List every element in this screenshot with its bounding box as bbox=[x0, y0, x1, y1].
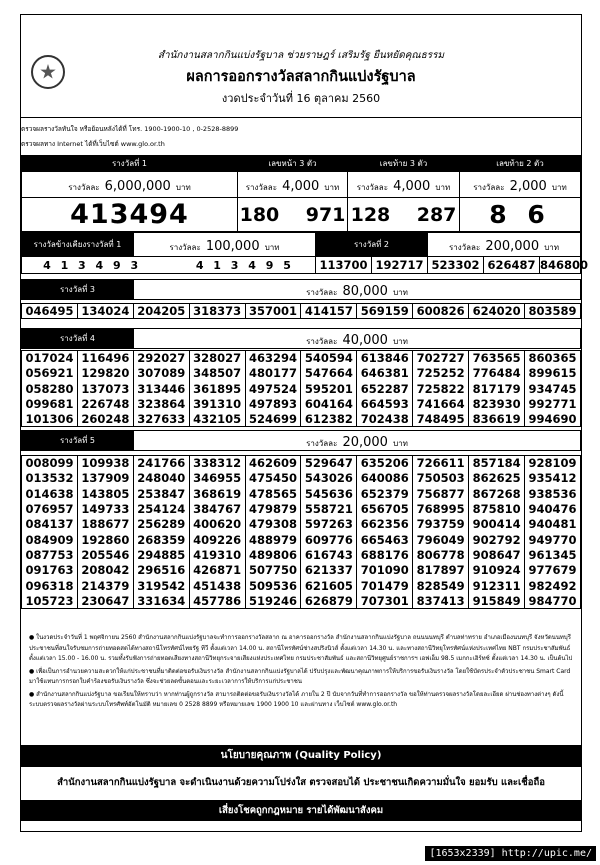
fourth-prize-number: 934745 bbox=[525, 381, 581, 396]
second-prize-number: 626487 bbox=[484, 257, 540, 274]
fourth-prize-number: 432105 bbox=[189, 412, 245, 427]
fourth-prize-number: 836619 bbox=[469, 412, 525, 427]
fourth-prize-table bbox=[21, 328, 581, 349]
fourth-prize-amount: รางวัลละ 40,000 บาท bbox=[134, 329, 581, 349]
second-prize-number: 523302 bbox=[428, 257, 484, 274]
fifth-prize-number: 543026 bbox=[301, 471, 357, 486]
fifth-prize-number: 940481 bbox=[525, 517, 581, 532]
lottery-result-sheet bbox=[20, 14, 589, 832]
number-row bbox=[22, 578, 581, 593]
fourth-prize-number: 748495 bbox=[413, 412, 469, 427]
fifth-prize-number: 928109 bbox=[525, 456, 581, 471]
fifth-prize-number: 208042 bbox=[77, 563, 133, 578]
note-item: ● เพื่อเป็นการอำนวยความสะดวกให้แก่ประชาชนที่มาติดต่อขอรับเงินรางวัล สำนักงานสลากกินแบ่งรัฐบาลได้ ปรับปรุงและพัฒนาคุณภาพการให้บริการขอรับเงินรางวัล โดยใช้บัตรประจำตัวประชาชน Smart Card มาใช้แทนการกรอกใบคำร้องขอรับเงินรางวัล ซึ่งจะช่วยลดขั้นตอนและระยะเวลาการให้บริการแก่ประชาชน bbox=[29, 667, 571, 685]
fifth-prize-number: 368619 bbox=[189, 486, 245, 501]
fourth-prize-number: 992771 bbox=[525, 396, 581, 411]
fifth-prize-number: 294885 bbox=[133, 547, 189, 562]
second-prize-number: 192717 bbox=[372, 257, 428, 274]
third-prize-label: รางวัลที่ 3 bbox=[22, 280, 134, 300]
first-prize-label: รางวัลที่ 1 bbox=[22, 156, 238, 172]
fifth-prize-number: 475450 bbox=[245, 471, 301, 486]
contact-info: ตรวจผลรางวัลทันใจ หรือย้อนหลังได้ที่ โทร. 1900-1900-10 , 0-2528-8899 bbox=[21, 125, 239, 133]
fifth-prize-number: 105723 bbox=[22, 593, 78, 608]
fifth-prize-number: 384767 bbox=[189, 501, 245, 516]
fifth-prize-number: 912311 bbox=[469, 578, 525, 593]
fourth-prize-number: 823930 bbox=[469, 396, 525, 411]
fifth-prize-number: 756877 bbox=[413, 486, 469, 501]
front3-amount: รางวัลละ 4,000 บาท bbox=[238, 172, 348, 198]
fifth-prize-number: 688176 bbox=[357, 547, 413, 562]
fifth-prize-number: 806778 bbox=[413, 547, 469, 562]
fifth-prize-number: 507750 bbox=[245, 563, 301, 578]
quality-title: นโยบายคุณภาพ (Quality Policy) bbox=[21, 745, 581, 767]
fourth-prize-number: 702727 bbox=[413, 351, 469, 366]
fifth-prize-number: 656705 bbox=[357, 501, 413, 516]
fifth-prize-number: 837413 bbox=[413, 593, 469, 608]
third-prize-table bbox=[21, 279, 581, 300]
fourth-prize-number: 017024 bbox=[22, 351, 78, 366]
fifth-prize-number: 509536 bbox=[245, 578, 301, 593]
fifth-prize-number: 248040 bbox=[133, 471, 189, 486]
fifth-prize-number: 910924 bbox=[469, 563, 525, 578]
fifth-prize-number: 940476 bbox=[525, 501, 581, 516]
fifth-prize-number: 982492 bbox=[525, 578, 581, 593]
fifth-prize-number: 488979 bbox=[245, 532, 301, 547]
fifth-prize-number: 977679 bbox=[525, 563, 581, 578]
fifth-prize-numbers bbox=[21, 455, 581, 609]
fifth-prize-number: 137909 bbox=[77, 471, 133, 486]
fifth-prize-number: 701090 bbox=[357, 563, 413, 578]
fifth-prize-number: 253847 bbox=[133, 486, 189, 501]
fifth-prize-number: 143805 bbox=[77, 486, 133, 501]
fourth-prize-number: 058280 bbox=[22, 381, 78, 396]
number-row bbox=[22, 471, 581, 486]
quality-footer: เสี่ยงโชคถูกกฎหมาย รายได้พัฒนาสังคม bbox=[21, 800, 581, 821]
number-row bbox=[22, 396, 581, 411]
fifth-prize-number: 478565 bbox=[245, 486, 301, 501]
fifth-prize-number: 621605 bbox=[301, 578, 357, 593]
fifth-prize-number: 558721 bbox=[301, 501, 357, 516]
third-prize-number: 803589 bbox=[525, 304, 581, 319]
number-row bbox=[22, 456, 581, 471]
fifth-prize-number: 409226 bbox=[189, 532, 245, 547]
fifth-prize-number: 626879 bbox=[301, 593, 357, 608]
fifth-prize-table bbox=[21, 430, 581, 451]
fifth-prize-number: 076957 bbox=[22, 501, 78, 516]
fifth-prize-number: 908647 bbox=[469, 547, 525, 562]
third-prize-number: 134024 bbox=[77, 304, 133, 319]
fifth-prize-number: 008099 bbox=[22, 456, 78, 471]
fifth-prize-number: 256289 bbox=[133, 517, 189, 532]
third-prize-amount: รางวัลละ 80,000 บาท bbox=[134, 280, 581, 300]
fifth-prize-number: 519246 bbox=[245, 593, 301, 608]
fourth-prize-number: 292027 bbox=[133, 351, 189, 366]
draw-date: งวดประจำวันที่ 16 ตุลาคม 2560 bbox=[221, 92, 381, 105]
fifth-prize-number: 014638 bbox=[22, 486, 78, 501]
fourth-prize-number: 116496 bbox=[77, 351, 133, 366]
number-row bbox=[22, 366, 581, 381]
fourth-prize-number: 725252 bbox=[413, 366, 469, 381]
fifth-prize-number: 296516 bbox=[133, 563, 189, 578]
fifth-prize-number: 479879 bbox=[245, 501, 301, 516]
back3-label: เลขท้าย 3 ตัว bbox=[348, 156, 460, 172]
fourth-prize-number: 776484 bbox=[469, 366, 525, 381]
fifth-prize-number: 013532 bbox=[22, 471, 78, 486]
fourth-prize-number: 652287 bbox=[357, 381, 413, 396]
near-and-second-table bbox=[21, 232, 589, 274]
fourth-prize-number: 056921 bbox=[22, 366, 78, 381]
fifth-prize-number: 241766 bbox=[133, 456, 189, 471]
fifth-prize-number: 750503 bbox=[413, 471, 469, 486]
fifth-prize-number: 707301 bbox=[357, 593, 413, 608]
fourth-prize-number: 860365 bbox=[525, 351, 581, 366]
fifth-prize-number: 489806 bbox=[245, 547, 301, 562]
number-row bbox=[22, 412, 581, 427]
fifth-prize-number: 949770 bbox=[525, 532, 581, 547]
quality-body: สำนักงานสลากกินแบ่งรัฐบาล จะดำเนินงานด้วยความโปร่งใส ตรวจสอบได้ ประชาชนเกิดความมั่นใจ ยอมรับ และเชื่อถือ bbox=[57, 777, 545, 788]
number-row bbox=[22, 547, 581, 562]
fifth-prize-number: 701479 bbox=[357, 578, 413, 593]
number-row bbox=[22, 304, 581, 319]
fifth-prize-label: รางวัลที่ 5 bbox=[22, 431, 134, 451]
fifth-prize-number: 961345 bbox=[525, 547, 581, 562]
fourth-prize-number: 604164 bbox=[301, 396, 357, 411]
fourth-prize-number: 524699 bbox=[245, 412, 301, 427]
fourth-prize-number: 725822 bbox=[413, 381, 469, 396]
fifth-prize-number: 665463 bbox=[357, 532, 413, 547]
fifth-prize-number: 400620 bbox=[189, 517, 245, 532]
fourth-prize-number: 129820 bbox=[77, 366, 133, 381]
quality-policy bbox=[21, 745, 581, 816]
number-row bbox=[22, 351, 581, 366]
fourth-prize-number: 307089 bbox=[133, 366, 189, 381]
third-prize-number: 624020 bbox=[469, 304, 525, 319]
fifth-prize-number: 545636 bbox=[301, 486, 357, 501]
second-prize-number: 846800 bbox=[540, 258, 589, 272]
fourth-prize-number: 313446 bbox=[133, 381, 189, 396]
fifth-prize-number: 902792 bbox=[469, 532, 525, 547]
near-first-numbers: 4 1 3 4 9 3 4 1 3 4 9 5 bbox=[22, 257, 316, 274]
note-item: ● สำนักงานสลากกินแบ่งรัฐบาล ขอเรียนให้ทราบว่า หากท่านผู้ถูกรางวัล สามารถติดต่อขอรับเงินรางวัลได้ ภายใน 2 ปี นับจากวันที่ทำการออกรางวัล ขอให้ท่านตรวจผลรางวัลโดยละเอียด ผ่านช่องทางต่างๆ ดังนี้ ระบบตรวจผลรางวัลผ่านระบบโทรศัพท์อัตโนมัติ หมายเลข 0 2528 8899 หรือหมายเลข 1900 1900 10 และผ่านทาง เว็บไซต์ www.glo.or.th bbox=[29, 690, 564, 708]
fifth-prize-number: 867268 bbox=[469, 486, 525, 501]
fourth-prize-number: 899615 bbox=[525, 366, 581, 381]
number-row bbox=[22, 486, 581, 501]
fifth-prize-number: 529647 bbox=[301, 456, 357, 471]
page-title: ผลการออกรางวัลสลากกินแบ่งรัฐบาล bbox=[186, 69, 416, 85]
fourth-prize-number: 328027 bbox=[189, 351, 245, 366]
fifth-prize-number: 230647 bbox=[77, 593, 133, 608]
fourth-prize-number: 817179 bbox=[469, 381, 525, 396]
fifth-prize-number: 192860 bbox=[77, 532, 133, 547]
fourth-prize-number: 101306 bbox=[22, 412, 78, 427]
fourth-prize-number: 612382 bbox=[301, 412, 357, 427]
fifth-prize-number: 857184 bbox=[469, 456, 525, 471]
fifth-prize-number: 875810 bbox=[469, 501, 525, 516]
second-prize-label: รางวัลที่ 2 bbox=[316, 233, 428, 257]
fifth-prize-number: 457786 bbox=[189, 593, 245, 608]
fifth-prize-number: 462609 bbox=[245, 456, 301, 471]
fourth-prize-number: 099681 bbox=[22, 396, 78, 411]
third-prize-numbers bbox=[21, 303, 581, 319]
note-item: ● ในงวดประจำวันที่ 1 พฤศจิกายน 2560 สำนักงานสลากกินแบ่งรัฐบาลจะทำการออกรางวัลสลาก ณ อาคารออกรางวัล สำนักงานสลากกินแบ่งรัฐบาล ถนนนนทบุรี ตำบลท่าทราย อำเภอเมืองนนทบุรี จังหวัดนนทบุรี ประชาชนที่สนใจรับชมการถ่ายทอดสดได้ทางสถานีโทรทัศน์ไทยรัฐ ทีวี ตั้งแต่เวลา 14.00 น. สถานีโทรทัศน์ช่างสปริงนิวส์ ตั้งแต่เวลา 14.30 น. และทางสถานีวิทยุโทรทัศน์แห่งประเทศไทย NBT กรมประชาสัมพันธ์ ตั้งแต่เวลา 15.00 - 16.00 น. รวมทั้งรับฟังการถ่ายทอดเสียงทางสถานีวิทยุกระจายเสียงแห่งประเทศไทย กรมประชาสัมพันธ์ และสถานีวิทยุศูนย์ราชการฯ เอฟเอ็ม 98.5 เมกกะเฮิร์ทซ์ ตั้งแต่เวลา 14.30 น. เป็นต้นไป bbox=[29, 634, 573, 662]
fifth-prize-number: 214379 bbox=[77, 578, 133, 593]
back3-numbers: 128 287 bbox=[348, 198, 460, 232]
number-row bbox=[22, 563, 581, 578]
fourth-prize-number: 497893 bbox=[245, 396, 301, 411]
fourth-prize-number: 547664 bbox=[301, 366, 357, 381]
fourth-prize-number: 348507 bbox=[189, 366, 245, 381]
third-prize-number: 414157 bbox=[301, 304, 357, 319]
fifth-prize-number: 652379 bbox=[357, 486, 413, 501]
first-prize-amount: รางวัลละ 6,000,000 บาท bbox=[22, 172, 238, 198]
fourth-prize-number: 497524 bbox=[245, 381, 301, 396]
fourth-prize-number: 137073 bbox=[77, 381, 133, 396]
fifth-prize-number: 768995 bbox=[413, 501, 469, 516]
back2-number: 8 6 bbox=[460, 198, 581, 232]
top-prizes-table bbox=[21, 155, 581, 232]
website-info: ตรวจผลทาง Internet ได้ที่เว็บไซต์ www.glo.or.th bbox=[21, 140, 165, 148]
third-prize-number: 318373 bbox=[189, 304, 245, 319]
fourth-prize-number: 664593 bbox=[357, 396, 413, 411]
number-row bbox=[22, 517, 581, 532]
near-first-label: รางวัลข้างเคียงรางวัลที่ 1 bbox=[22, 233, 134, 257]
fifth-prize-number: 635206 bbox=[357, 456, 413, 471]
fifth-prize-number: 091763 bbox=[22, 563, 78, 578]
first-prize-number: 413494 bbox=[22, 198, 238, 232]
fifth-prize-number: 109938 bbox=[77, 456, 133, 471]
fifth-prize-number: 426871 bbox=[189, 563, 245, 578]
fifth-prize-number: 726611 bbox=[413, 456, 469, 471]
number-row bbox=[22, 593, 581, 608]
fifth-prize-number: 662356 bbox=[357, 517, 413, 532]
header bbox=[21, 15, 581, 120]
fourth-prize-number: 361895 bbox=[189, 381, 245, 396]
second-prize-amount: รางวัลละ 200,000 บาท bbox=[428, 233, 581, 257]
front3-label: เลขหน้า 3 ตัว bbox=[238, 156, 348, 172]
fourth-prize-number: 646381 bbox=[357, 366, 413, 381]
fifth-prize-amount: รางวัลละ 20,000 บาท bbox=[134, 431, 581, 451]
fifth-prize-number: 149733 bbox=[77, 501, 133, 516]
fifth-prize-number: 268359 bbox=[133, 532, 189, 547]
fourth-prize-number: 595201 bbox=[301, 381, 357, 396]
number-row bbox=[22, 381, 581, 396]
back2-amount: รางวัลละ 2,000 บาท bbox=[460, 172, 581, 198]
fifth-prize-number: 084137 bbox=[22, 517, 78, 532]
near-first-amount: รางวัลละ 100,000 บาท bbox=[134, 233, 316, 257]
fifth-prize-number: 900414 bbox=[469, 517, 525, 532]
number-row bbox=[22, 532, 581, 547]
fourth-prize-number: 480177 bbox=[245, 366, 301, 381]
fourth-prize-number: 463294 bbox=[245, 351, 301, 366]
watermark: [1653x2339] http://upic.me/ bbox=[425, 846, 596, 861]
fourth-prize-number: 613846 bbox=[357, 351, 413, 366]
fifth-prize-number: 331634 bbox=[133, 593, 189, 608]
fifth-prize-number: 451438 bbox=[189, 578, 245, 593]
third-prize-number: 569159 bbox=[357, 304, 413, 319]
fifth-prize-number: 096318 bbox=[22, 578, 78, 593]
fifth-prize-number: 254124 bbox=[133, 501, 189, 516]
fourth-prize-number: 391310 bbox=[189, 396, 245, 411]
fifth-prize-number: 793759 bbox=[413, 517, 469, 532]
fifth-prize-number: 346955 bbox=[189, 471, 245, 486]
fourth-prize-number: 763565 bbox=[469, 351, 525, 366]
fourth-prize-number: 994690 bbox=[525, 412, 581, 427]
org-motto: สำนักงานสลากกินแบ่งรัฐบาล ช่วยราษฎร์ เสริมรัฐ ยืนหยัดคุณธรรม bbox=[157, 50, 445, 61]
third-prize-number: 046495 bbox=[22, 304, 78, 319]
divider bbox=[21, 117, 581, 118]
fifth-prize-number: 616743 bbox=[301, 547, 357, 562]
fifth-prize-number: 621337 bbox=[301, 563, 357, 578]
fifth-prize-number: 640086 bbox=[357, 471, 413, 486]
fourth-prize-number: 323864 bbox=[133, 396, 189, 411]
fifth-prize-number: 984770 bbox=[525, 593, 581, 608]
fourth-prize-number: 540594 bbox=[301, 351, 357, 366]
fifth-prize-number: 796049 bbox=[413, 532, 469, 547]
fourth-prize-number: 741664 bbox=[413, 396, 469, 411]
fifth-prize-number: 597263 bbox=[301, 517, 357, 532]
fourth-prize-number: 702438 bbox=[357, 412, 413, 427]
fourth-prize-number: 226748 bbox=[77, 396, 133, 411]
fifth-prize-number: 479308 bbox=[245, 517, 301, 532]
third-prize-number: 204205 bbox=[133, 304, 189, 319]
fifth-prize-number: 935412 bbox=[525, 471, 581, 486]
fifth-prize-number: 938536 bbox=[525, 486, 581, 501]
fifth-prize-number: 319542 bbox=[133, 578, 189, 593]
notes bbox=[21, 629, 581, 747]
second-prize-number: 113700 bbox=[316, 257, 372, 274]
fifth-prize-number: 828549 bbox=[413, 578, 469, 593]
fourth-prize-number: 327633 bbox=[133, 412, 189, 427]
back3-amount: รางวัลละ 4,000 บาท bbox=[348, 172, 460, 198]
third-prize-number: 600826 bbox=[413, 304, 469, 319]
fifth-prize-number: 419310 bbox=[189, 547, 245, 562]
fifth-prize-number: 205546 bbox=[77, 547, 133, 562]
fifth-prize-number: 338312 bbox=[189, 456, 245, 471]
number-row bbox=[22, 501, 581, 516]
fifth-prize-number: 915849 bbox=[469, 593, 525, 608]
fifth-prize-number: 817897 bbox=[413, 563, 469, 578]
fifth-prize-number: 862625 bbox=[469, 471, 525, 486]
fifth-prize-number: 087753 bbox=[22, 547, 78, 562]
fourth-prize-number: 260248 bbox=[77, 412, 133, 427]
fourth-prize-numbers bbox=[21, 350, 581, 427]
front3-numbers: 180 971 bbox=[238, 198, 348, 232]
fourth-prize-label: รางวัลที่ 4 bbox=[22, 329, 134, 349]
third-prize-number: 357001 bbox=[245, 304, 301, 319]
back2-label: เลขท้าย 2 ตัว bbox=[460, 156, 581, 172]
fifth-prize-number: 609776 bbox=[301, 532, 357, 547]
fifth-prize-number: 188677 bbox=[77, 517, 133, 532]
fifth-prize-number: 084909 bbox=[22, 532, 78, 547]
